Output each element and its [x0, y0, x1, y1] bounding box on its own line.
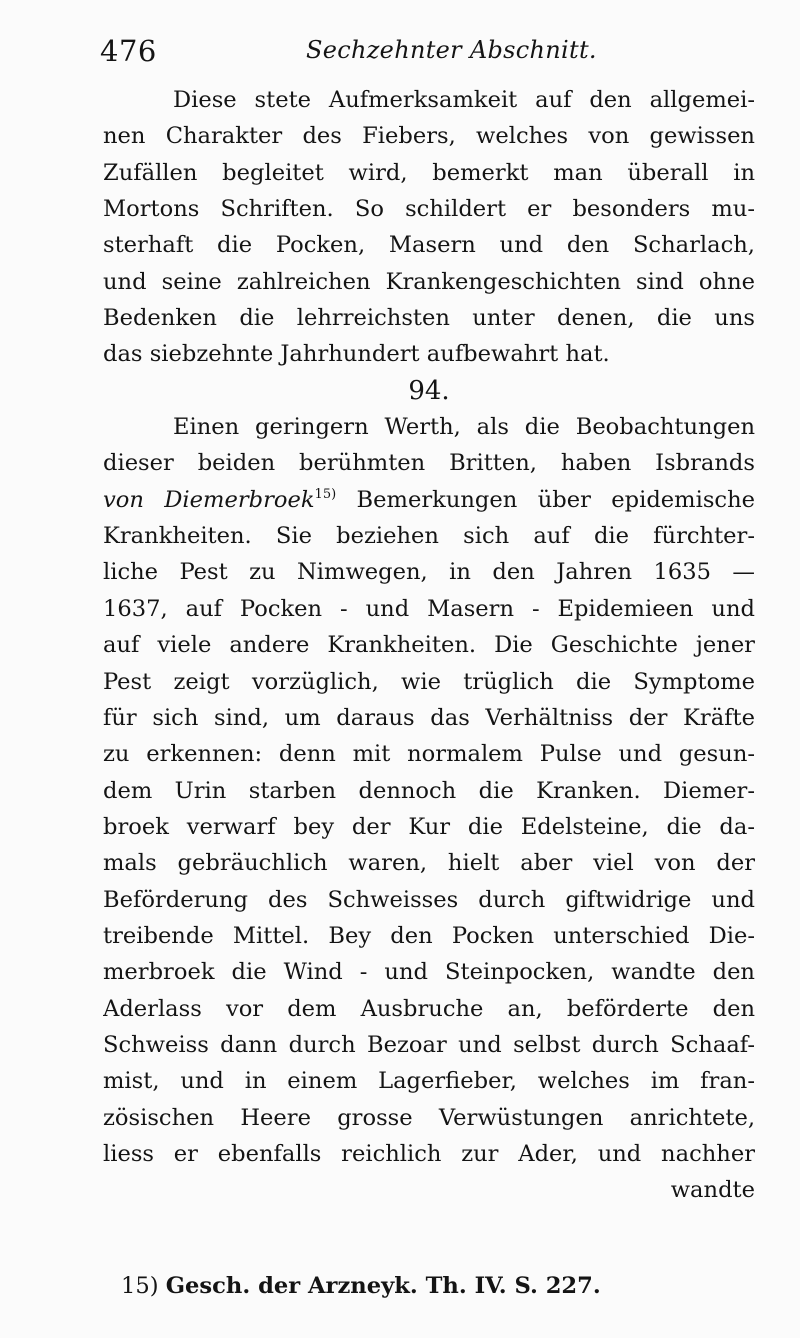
text-line: für sich sind, um daraus das Verhältniss der Kräfte — [103, 704, 755, 731]
text-line: dieser beiden berühmten Britten, haben Isbrands — [103, 450, 755, 477]
footnote — [121, 1268, 741, 1304]
text-line: mist, und in einem Lagerfieber, welches im fran- — [103, 1068, 755, 1095]
text-line: liche Pest zu Nimwegen, in den Jahren 1635 — — [103, 559, 755, 586]
footnote-reference: 15) — [314, 486, 337, 502]
text-line-with-footnote-ref — [103, 482, 755, 518]
text-line: 1637, auf Pocken - und Masern - Epidemieen und — [103, 595, 755, 622]
text-line: Mortons Schriften. So schildert er besonders mu- — [103, 196, 755, 223]
text-line: Einen geringern Werth, als die Beobachtungen — [173, 414, 755, 441]
text-line: zösischen Heere grosse Verwüstungen anrichtete, — [103, 1104, 755, 1131]
page-header — [100, 34, 780, 78]
text-line: dem Urin starben dennoch die Kranken. Diemer- — [103, 777, 755, 804]
catchword: wandte — [670, 1177, 755, 1204]
text-line: treibende Mittel. Bey den Pocken unterschied Die- — [103, 922, 755, 949]
text-line: Zufällen begleitet wird, bemerkt man überall in — [103, 159, 755, 186]
text-line: Aderlass vor dem Ausbruche an, beförderte den — [103, 995, 755, 1022]
text-line: broek verwarf bey der Kur die Edelsteine, die da- — [103, 813, 755, 840]
text-line: zu erkennen: denn mit normalem Pulse und gesun- — [103, 741, 755, 768]
text-line: und seine zahlreichen Krankengeschichten sind ohne — [103, 268, 755, 295]
text-line: liess er ebenfalls reichlich zur Ader, und nachher — [103, 1140, 755, 1167]
text-line: Krankheiten. Sie beziehen sich auf die fürchter- — [103, 523, 755, 550]
text-line: Bedenken die lehrreichsten unter denen, die uns — [103, 305, 755, 332]
text-line: das siebzehnte Jahrhundert aufbewahrt hat. — [103, 341, 610, 368]
footnote-text: Gesch. der Arzneyk. Th. IV. S. 227. — [165, 1273, 601, 1299]
text-line: sterhaft die Pocken, Masern und den Scharlach, — [103, 232, 755, 259]
text-line: mals gebräuchlich waren, hielt aber viel von der — [103, 850, 755, 877]
footnote-marker: 15) — [121, 1273, 159, 1299]
text-fragment: Bemerkungen über epidemische — [336, 486, 755, 513]
text-line: Schweiss dann durch Bezoar und selbst durch Schaaf- — [103, 1031, 755, 1058]
text-line: merbroek die Wind - und Steinpocken, wandte den — [103, 959, 755, 986]
text-line: Pest zeigt vorzüglich, wie trüglich die Symptome — [103, 668, 755, 695]
text-line: Beförderung des Schweisses durch giftwidrige und — [103, 886, 755, 913]
text-line: nen Charakter des Fiebers, welches von gewissen — [103, 123, 755, 150]
section-number: 94. — [408, 375, 450, 406]
text-line: auf viele andere Krankheiten. Die Geschichte jener — [103, 632, 755, 659]
page-number: 476 — [100, 34, 157, 68]
author-name: von Diemerbroek — [103, 486, 315, 513]
text-line: Diese stete Aufmerksamkeit auf den allgemei- — [173, 87, 755, 113]
running-title: Sechzehnter Abschnitt. — [306, 36, 597, 64]
body-text — [103, 82, 755, 1209]
